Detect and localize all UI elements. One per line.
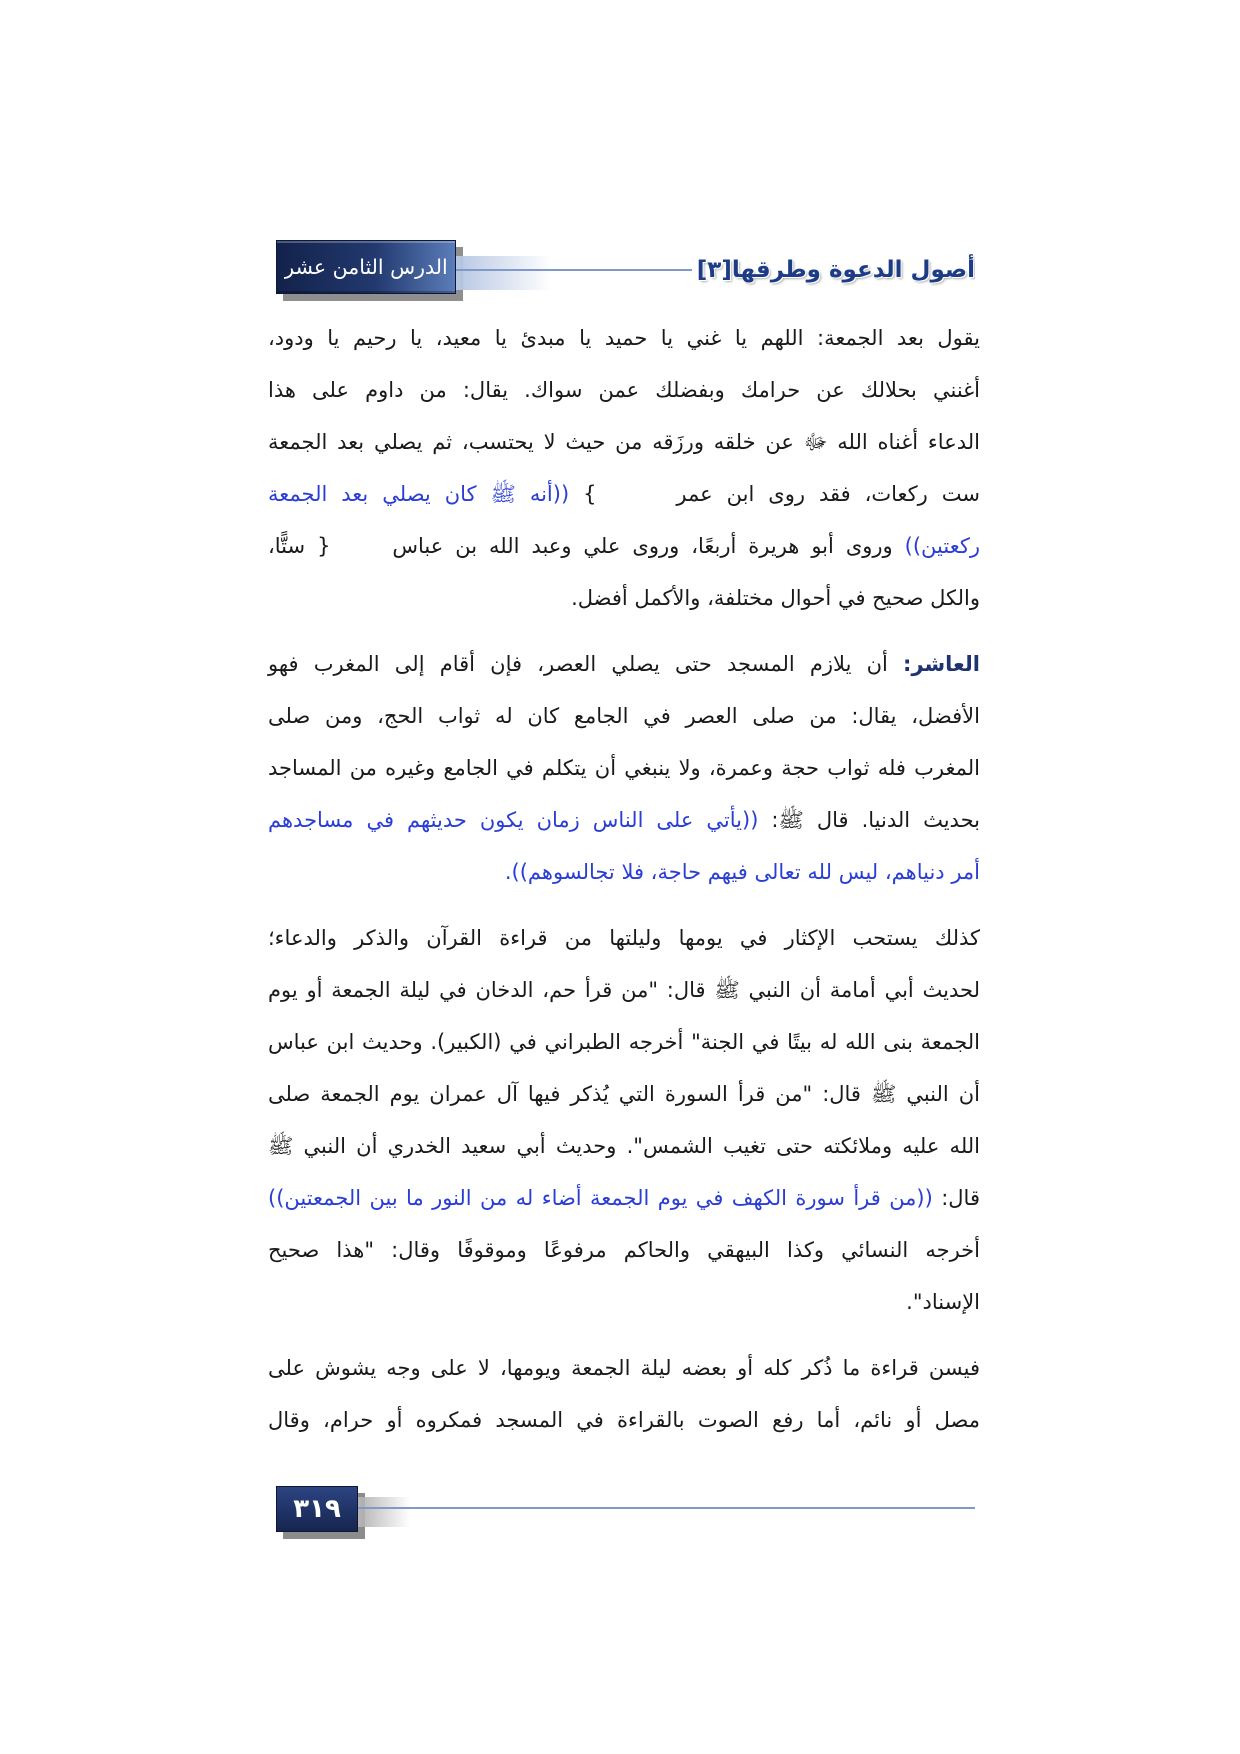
page-number: ٣١٩ bbox=[276, 1486, 358, 1532]
text-segment: المغرب فله ثواب حجة وعمرة، ولا ينبغي أن يتكلم في الجامع وغيره من المساجد bbox=[268, 756, 980, 780]
brace-mark: } bbox=[317, 534, 331, 558]
lesson-badge bbox=[276, 240, 456, 294]
header-gradient-band bbox=[456, 256, 552, 290]
text-line bbox=[268, 364, 980, 416]
text-segment: أغنني بحلالك عن حرامك وبفضلك عمن سواك. يقال: من داوم على هذا bbox=[268, 378, 980, 402]
text-segment: لحديث أبي أمامة أن النبي ﷺ قال: "من قرأ حم، الدخان في ليلة الجمعة أو يوم bbox=[268, 978, 980, 1002]
header-rule bbox=[456, 269, 692, 271]
blank-gap bbox=[610, 500, 662, 501]
text-segment: يقول بعد الجمعة: اللهم يا غني يا حميد يا مبدئ يا معيد، يا رحيم يا ودود، bbox=[268, 326, 980, 350]
text-segment: أن يلازم المسجد حتى يصلي العصر، فإن أقام إلى المغرب فهو bbox=[268, 652, 888, 676]
text-segment: ست ركعات، فقد روى ابن عمر bbox=[676, 482, 980, 506]
hadith-quote: ((من قرأ سورة الكهف في يوم الجمعة أضاء له من النور ما بين الجمعتين)) bbox=[268, 1186, 933, 1210]
hadith-quote: ((أنه ﷺ كان يصلي بعد الجمعة bbox=[268, 482, 570, 506]
text-segment: أخرجه النسائي وكذا البيهقي والحاكم مرفوعًا وموقوفًا وقال: "هذا صحيح bbox=[268, 1238, 980, 1262]
text-segment: مصل أو نائم، أما رفع الصوت بالقراءة في المسجد فمكروه أو حرام، وقال bbox=[268, 1408, 980, 1432]
text-line bbox=[268, 638, 980, 690]
text-line bbox=[268, 794, 980, 846]
paragraph bbox=[268, 638, 980, 898]
text-line bbox=[268, 520, 980, 572]
text-line bbox=[268, 690, 980, 742]
text-line bbox=[268, 912, 980, 964]
text-segment: وروى أبو هريرة أربعًا، وروى علي وعبد الله بن عباس bbox=[392, 534, 893, 558]
point-label: العاشر: bbox=[903, 652, 980, 676]
hadith-quote: ركعتين)) bbox=[904, 534, 980, 558]
text-segment: كذلك يستحب الإكثار في يومها وليلتها من قراءة القرآن والذكر والدعاء؛ bbox=[268, 926, 980, 950]
text-segment: ستًّا، bbox=[268, 534, 306, 558]
hadith-quote: ((يأتي على الناس زمان يكون حديثهم في مساجدهم bbox=[268, 808, 759, 832]
footer-gradient-band bbox=[358, 1497, 410, 1527]
text-line bbox=[268, 572, 980, 624]
footer-rule bbox=[358, 1507, 975, 1509]
text-segment: الله عليه وملائكته حتى تغيب الشمس". وحديث أبي سعيد الخدري أن النبي ﷺ bbox=[268, 1134, 980, 1158]
brace-mark: { bbox=[583, 482, 597, 506]
paragraph bbox=[268, 312, 980, 624]
body-text bbox=[268, 312, 980, 1460]
text-line bbox=[268, 1068, 980, 1120]
text-line bbox=[268, 1276, 980, 1328]
text-line bbox=[268, 1224, 980, 1276]
paragraph bbox=[268, 1342, 980, 1446]
text-line bbox=[268, 312, 980, 364]
text-segment: الجمعة بنى الله له بيتًا في الجنة" أخرجه الطبراني في (الكبير). وحديث ابن عباس bbox=[268, 1030, 980, 1054]
text-segment: فيسن قراءة ما ذُكر كله أو بعضه ليلة الجمعة ويومها، لا على وجه يشوش على bbox=[268, 1356, 980, 1380]
blank-gap bbox=[342, 552, 380, 553]
text-line bbox=[268, 1016, 980, 1068]
text-segment: قال: bbox=[941, 1186, 980, 1210]
hadith-quote: أمر دنياهم، ليس لله تعالى فيهم حاجة، فلا تجالسوهم)). bbox=[504, 860, 980, 884]
text-line bbox=[268, 964, 980, 1016]
text-line bbox=[268, 1172, 980, 1224]
text-line bbox=[268, 846, 980, 898]
text-line bbox=[268, 1342, 980, 1394]
text-segment: بحديث الدنيا. قال ﷺ: bbox=[771, 808, 980, 832]
paragraph bbox=[268, 912, 980, 1328]
text-line bbox=[268, 468, 980, 520]
text-line bbox=[268, 742, 980, 794]
book-title: أصول الدعوة وطرقها[٣] bbox=[696, 257, 975, 283]
text-line bbox=[268, 1120, 980, 1172]
text-segment: الإسناد". bbox=[906, 1290, 980, 1314]
text-segment: الدعاء أغناه الله ﷻ عن خلقه ورزَقه من حيث لا يحتسب، ثم يصلي بعد الجمعة bbox=[268, 430, 980, 454]
text-segment: والكل صحيح في أحوال مختلفة، والأكمل أفضل. bbox=[571, 586, 980, 610]
text-line bbox=[268, 416, 980, 468]
text-segment: الأفضل، يقال: من صلى العصر في الجامع كان له ثواب الحج، ومن صلى bbox=[268, 704, 980, 728]
text-segment: أن النبي ﷺ قال: "من قرأ السورة التي يُذكر فيها آل عمران يوم الجمعة صلى bbox=[268, 1082, 980, 1106]
text-line bbox=[268, 1394, 980, 1446]
lesson-badge-label: الدرس الثامن عشر bbox=[284, 255, 448, 279]
